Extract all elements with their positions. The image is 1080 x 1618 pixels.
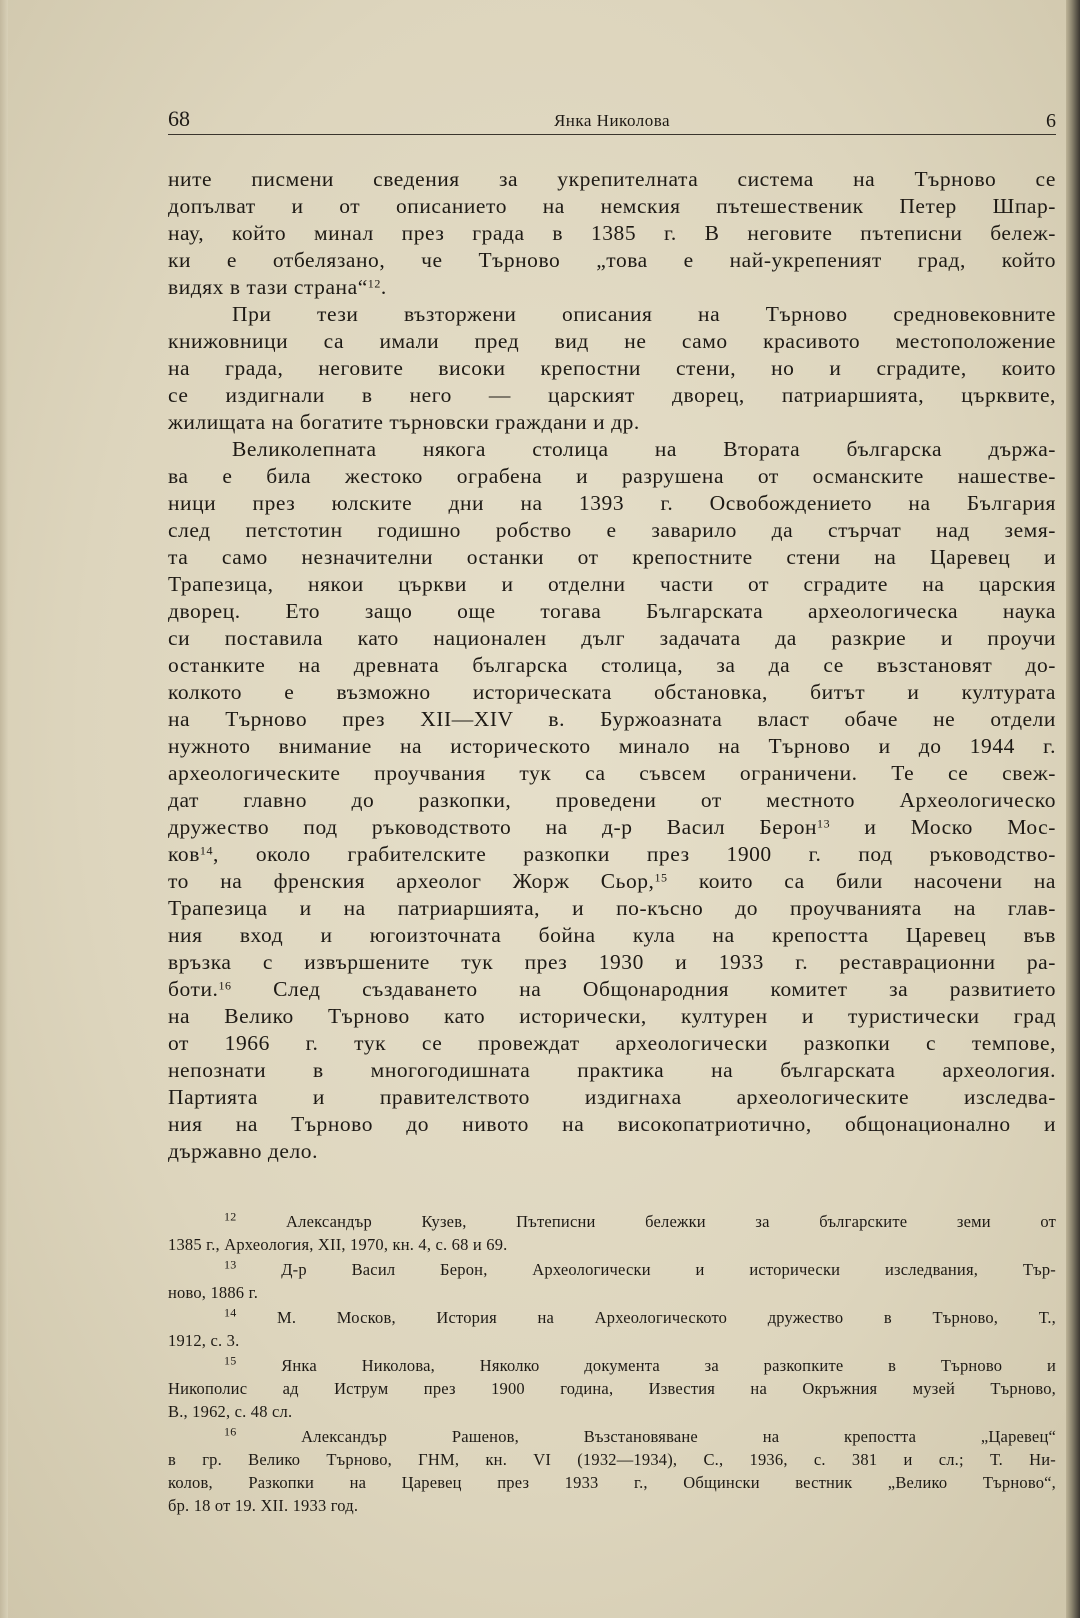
binding-shadow <box>1066 0 1080 1618</box>
footnote-ref: 12 <box>367 276 381 291</box>
footnote-ref: 16 <box>218 978 232 993</box>
footnote-15: $^{15}$ Янка Николова, Няколко документа за разкопките в Търново и <box>224 1353 1057 1375</box>
footnote-line: ново, 1886 г. <box>168 1283 259 1302</box>
text-line: Великолепната някога столица на Втората българска държа- <box>232 437 1056 461</box>
footnote-line: В., 1962, с. 48 сл. <box>168 1402 293 1421</box>
text-line: Трапезица и на патриаршията, и по-късно до проучванията на глав- <box>168 896 1056 920</box>
footnote-line: колов, Разкопки на Царевец през 1933 г., Общински вестник „Велико Търново“, <box>168 1473 1056 1492</box>
text-line: останките на древната българска столица, за да се възстановят до- <box>168 653 1056 677</box>
text-line: след петстотин годишно робство е заварило да стърчат над земя- <box>168 518 1056 542</box>
footnote-ref: 14 <box>199 843 214 858</box>
text-line: ков$^{14}$, около грабителските разкопки през 1900 г. под ръководство- <box>168 842 1056 866</box>
page-header <box>168 106 1056 135</box>
running-title: Янка Николова <box>553 111 671 130</box>
text-line: допълват и от описанието на немския пътешественик Петер Шпар- <box>168 194 1056 218</box>
cut-off-page-number: 6 <box>1046 110 1056 132</box>
footnote-16: $^{16}$ Александър Рашенов, Възстановяване на крепостта „Царевец“ <box>224 1424 1057 1446</box>
text-line: на Велико Търново като исторически, културен и туристически град <box>168 1004 1056 1028</box>
text-line: та само незначителни останки от крепостните стени на Царевец и <box>168 545 1056 569</box>
text-line: видях в тази страна“$^{12}$. <box>168 275 387 299</box>
text-line: връзка с извършените тук през 1930 и 1933 г. реставрационни ра- <box>168 950 1056 974</box>
text-line: боти.$^{16}$ След създаването на Общонародния комитет за развитието <box>168 977 1056 1001</box>
text-line: ници през юлските дни на 1393 г. Освобождението на България <box>168 491 1056 515</box>
text-line: дружество под ръководството на д-р Васил Берон$^{13}$ и Моско Мос- <box>168 815 1056 839</box>
main-text <box>168 166 1056 1165</box>
text-line: дворец. Ето защо още тогава Българската археологическа наука <box>168 599 1056 623</box>
text-line: на Търново през XII—XIV в. Буржоазната власт обаче не отдели <box>168 707 1056 731</box>
page-number: 68 <box>168 106 190 131</box>
text-line: книжовници са имали пред вид не само красивото местоположение <box>168 329 1056 353</box>
text-line: дат главно до разкопки, проведени от местното Археологическо <box>168 788 1056 812</box>
text-line: археологическите проучвания тук са съвсем ограничени. Те се свеж- <box>168 761 1056 785</box>
text-line: непознати в многогодишната практика на българската археология. <box>168 1058 1056 1082</box>
text-line: ва е била жестоко ограбена и разрушена от османските нашестве- <box>168 464 1056 488</box>
footnotes <box>168 1210 1056 1517</box>
text-line: от 1966 г. тук се провеждат археологически разкопки с темпове, <box>168 1031 1056 1055</box>
footnote-line: в гр. Велико Търново, ГНМ, кн. VI (1932—1934), С., 1936, с. 381 и сл.; Т. Ни- <box>168 1450 1056 1469</box>
text-line: си поставила като национален дълг задачата да разкрие и проучи <box>168 626 1056 650</box>
footnote-line: бр. 18 от 19. XII. 1933 год. <box>168 1496 359 1515</box>
text-line: ния на Търново до нивото на високопатриотично, общонационално и <box>168 1112 1056 1136</box>
footnote-ref: 13 <box>817 816 831 831</box>
footnote-line: Никополис ад Иструм през 1900 година, Известия на Окръжния музей Търново, <box>168 1379 1056 1398</box>
text-line: се издигнали в него — царският дворец, патриаршията, църквите, <box>168 383 1056 407</box>
footnote-13: $^{13}$ Д-р Васил Берон, Археологически и исторически изследвания, Тър- <box>224 1257 1056 1279</box>
text-line: При тези възторжени описания на Търново средновековните <box>232 302 1056 326</box>
text-line: жилищата на богатите търновски граждани и др. <box>168 410 640 434</box>
footnote-12: $^{12}$ Александър Кузев, Пътеписни бележки за българските земи от <box>224 1209 1057 1231</box>
text-line: ния вход и югоизточната бойна кула на крепостта Царевец във <box>168 923 1056 947</box>
footnote-14: $^{14}$ М. Москов, История на Археологическото дружество в Търново, Т., <box>224 1305 1056 1327</box>
text-line: нау, който минал през града в 1385 г. В неговите пътеписни бележ- <box>168 221 1056 245</box>
text-line: ки е отбелязано, че Търново „това е най-укрепеният град, който <box>168 248 1056 272</box>
text-line: ните писмени сведения за укрепителната система на Търново се <box>168 167 1056 191</box>
text-line: на града, неговите високи крепостни стени, но и сградите, които <box>168 356 1056 380</box>
page-left-edge <box>0 0 8 1618</box>
text-line: Трапезица, някои църкви и отделни части от сградите на царския <box>168 572 1056 596</box>
footnote-line: 1385 г., Археология, XII, 1970, кн. 4, с. 68 и 69. <box>168 1235 508 1254</box>
text-line: държавно дело. <box>168 1139 319 1163</box>
text-line: Партията и правителството издигнаха археологическите изследва- <box>168 1085 1056 1109</box>
footnote-ref: 15 <box>654 870 668 885</box>
footnote-line: 1912, с. 3. <box>168 1331 240 1350</box>
text-line: то на френския археолог Жорж Сьор,$^{15}$ които са били насочени на <box>168 869 1056 893</box>
text-line: колкото е възможно историческата обстановка, битът и културата <box>168 680 1056 704</box>
text-line: нужното внимание на историческото минало на Търново и до 1944 г. <box>168 734 1056 758</box>
